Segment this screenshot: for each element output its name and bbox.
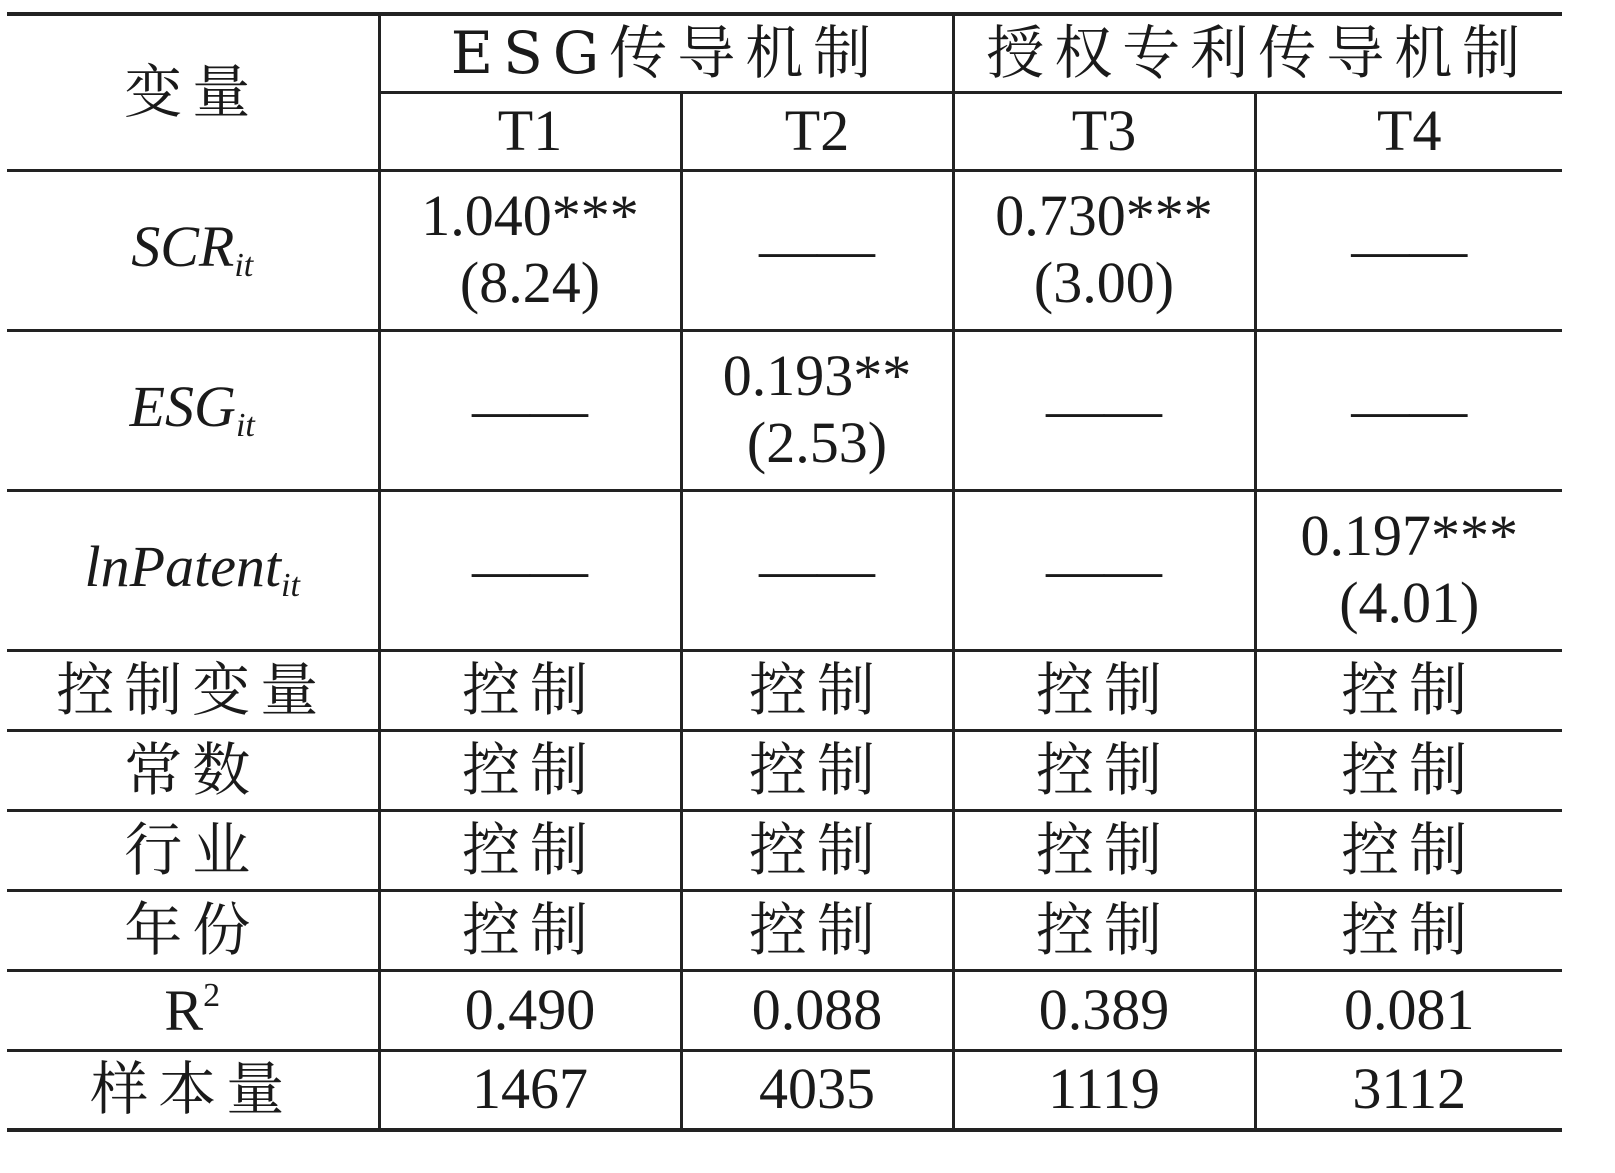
cell-industry-t3: 控制: [953, 810, 1255, 890]
cell-constant-t1: 控制: [379, 730, 681, 810]
row-label-patent: [7, 490, 379, 650]
cell-scr-t2: [681, 170, 953, 330]
cell-n-t2: 4035: [681, 1050, 953, 1130]
empty-dash: ——: [1046, 536, 1162, 602]
coefficient: 0.193**: [722, 343, 912, 409]
cell-patent-t1: [379, 490, 681, 650]
empty-dash: ——: [472, 536, 588, 602]
row-label-year: 年份: [7, 890, 379, 970]
var-subscript: it: [235, 407, 255, 445]
row-label-scr: [7, 170, 379, 330]
cell-n-t3: 1119: [953, 1050, 1255, 1130]
cell-esg-t4: [1255, 330, 1562, 490]
empty-dash: ——: [759, 216, 875, 282]
cell-controls-t4: 控制: [1255, 650, 1562, 730]
cell-constant-t2: 控制: [681, 730, 953, 810]
cell-constant-t4: 控制: [1255, 730, 1562, 810]
coefficient: 1.040***: [421, 183, 639, 249]
empty-dash: ——: [472, 376, 588, 442]
cell-year-t2: 控制: [681, 890, 953, 970]
empty-dash: ——: [1046, 376, 1162, 442]
t-statistic: (3.00): [1033, 250, 1175, 315]
regression-table: [7, 12, 1562, 1132]
cell-controls-t3: 控制: [953, 650, 1255, 730]
column-header-t3: T3: [953, 92, 1255, 170]
row-sample-size: [7, 1050, 1562, 1130]
cell-patent-t3: [953, 490, 1255, 650]
column-header-t1: T1: [379, 92, 681, 170]
var-name: SCR: [131, 214, 235, 280]
empty-dash: ——: [1351, 376, 1468, 442]
cell-industry-t2: 控制: [681, 810, 953, 890]
cell-patent-t4: [1255, 490, 1562, 650]
row-label-industry: 行业: [7, 810, 379, 890]
var-subscript: it: [281, 567, 300, 605]
var-subscript: it: [234, 247, 254, 285]
variable-header: 变量: [7, 14, 379, 170]
column-header-t2: T2: [681, 92, 953, 170]
coefficient: 0.730***: [995, 183, 1213, 249]
cell-esg-t1: [379, 330, 681, 490]
cell-constant-t3: 控制: [953, 730, 1255, 810]
row-label-r2: [7, 970, 379, 1050]
group-header-esg: ESG传导机制: [379, 14, 953, 92]
cell-scr-t3: [953, 170, 1255, 330]
coefficient: 0.197***: [1300, 503, 1518, 569]
cell-patent-t2: [681, 490, 953, 650]
cell-esg-t2: [681, 330, 953, 490]
cell-industry-t4: 控制: [1255, 810, 1562, 890]
empty-dash: ——: [1351, 216, 1468, 282]
row-label-constant: 常数: [7, 730, 379, 810]
row-controls: [7, 650, 1562, 730]
header-row-groups: [7, 14, 1562, 92]
var-name: ESG: [129, 374, 236, 440]
row-label-sample-size: 样本量: [7, 1050, 379, 1130]
cell-scr-t1: [379, 170, 681, 330]
row-scr: [7, 170, 1562, 330]
cell-scr-t4: [1255, 170, 1562, 330]
cell-industry-t1: 控制: [379, 810, 681, 890]
cell-r2-t2: 0.088: [681, 970, 953, 1050]
cell-n-t1: 1467: [379, 1050, 681, 1130]
row-esg: [7, 330, 1562, 490]
t-statistic: (2.53): [746, 410, 888, 475]
row-patent: [7, 490, 1562, 650]
group-header-patent: 授权专利传导机制: [953, 14, 1562, 92]
cell-year-t1: 控制: [379, 890, 681, 970]
row-label-esg: [7, 330, 379, 490]
r2-symbol: R: [164, 977, 204, 1043]
cell-controls-t2: 控制: [681, 650, 953, 730]
cell-controls-t1: 控制: [379, 650, 681, 730]
empty-dash: ——: [759, 536, 875, 602]
cell-r2-t4: 0.081: [1255, 970, 1562, 1050]
row-constant: [7, 730, 1562, 810]
row-industry: [7, 810, 1562, 890]
var-name: lnPatent: [84, 534, 282, 600]
cell-year-t3: 控制: [953, 890, 1255, 970]
row-r2: [7, 970, 1562, 1050]
t-statistic: (4.01): [1339, 570, 1480, 635]
cell-r2-t3: 0.389: [953, 970, 1255, 1050]
cell-n-t4: 3112: [1255, 1050, 1562, 1130]
cell-year-t4: 控制: [1255, 890, 1562, 970]
cell-esg-t3: [953, 330, 1255, 490]
column-header-t4: T4: [1255, 92, 1562, 170]
r2-superscript: 2: [203, 976, 221, 1014]
t-statistic: (8.24): [459, 250, 601, 315]
row-label-controls: 控制变量: [7, 650, 379, 730]
cell-r2-t1: 0.490: [379, 970, 681, 1050]
row-year: [7, 890, 1562, 970]
